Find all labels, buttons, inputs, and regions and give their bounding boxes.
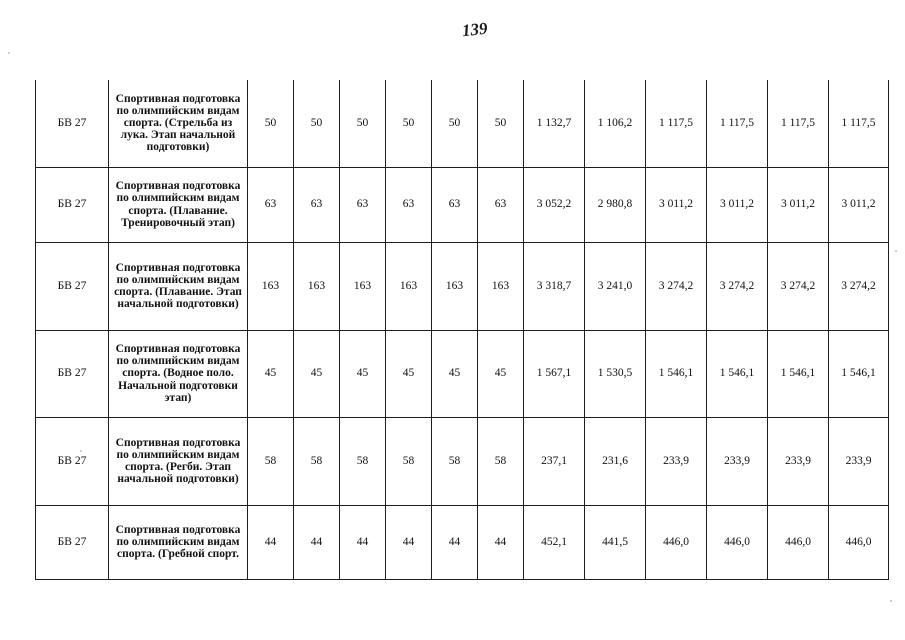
cell-count: 45: [294, 330, 340, 417]
cell-service-name: Спортивная подготовка по олимпийским видам спорта. (Стрельба из лука. Этап начальной подготовки): [109, 80, 248, 167]
cell-count: 50: [294, 80, 340, 167]
cell-count: 163: [432, 242, 478, 330]
cell-amount: 233,9: [707, 417, 768, 505]
cell-count: 44: [294, 505, 340, 579]
cell-amount: 3 011,2: [829, 167, 889, 242]
cell-count: 58: [294, 417, 340, 505]
cell-count: 45: [478, 330, 524, 417]
cell-amount: 1 132,7: [524, 80, 585, 167]
cell-amount: 2 980,8: [585, 167, 646, 242]
budget-table: [35, 80, 889, 580]
table-row: [36, 242, 889, 330]
cell-count: 63: [432, 167, 478, 242]
cell-code: БВ 27: [36, 80, 109, 167]
cell-count: 45: [386, 330, 432, 417]
cell-amount: 3 241,0: [585, 242, 646, 330]
cell-amount: 441,5: [585, 505, 646, 579]
cell-count: 63: [386, 167, 432, 242]
cell-amount: 3 274,2: [646, 242, 707, 330]
cell-amount: 1 546,1: [707, 330, 768, 417]
cell-amount: 446,0: [829, 505, 889, 579]
cell-count: 58: [432, 417, 478, 505]
cell-service-name: Спортивная подготовка по олимпийским видам спорта. (Плавание. Тренировочный этап): [109, 167, 248, 242]
cell-amount: 3 011,2: [768, 167, 829, 242]
cell-count: 44: [248, 505, 294, 579]
cell-code: БВ 27: [36, 167, 109, 242]
cell-amount: 1 530,5: [585, 330, 646, 417]
cell-amount: 233,9: [646, 417, 707, 505]
cell-count: 63: [340, 167, 386, 242]
cell-amount: 3 011,2: [646, 167, 707, 242]
scan-speck: [890, 600, 892, 602]
cell-count: 50: [478, 80, 524, 167]
cell-count: 163: [248, 242, 294, 330]
scan-speck: [80, 450, 82, 452]
cell-count: 163: [340, 242, 386, 330]
cell-count: 45: [340, 330, 386, 417]
cell-amount: 446,0: [707, 505, 768, 579]
cell-service-name: Спортивная подготовка по олимпийским видам спорта. (Гребной спорт.: [109, 505, 248, 579]
cell-code: БВ 27: [36, 242, 109, 330]
cell-count: 58: [248, 417, 294, 505]
cell-amount: 1 117,5: [646, 80, 707, 167]
cell-count: 58: [340, 417, 386, 505]
table-row: [36, 167, 889, 242]
scan-speck: [895, 250, 897, 252]
cell-code: БВ 27: [36, 330, 109, 417]
cell-amount: 1 567,1: [524, 330, 585, 417]
cell-service-name: Спортивная подготовка по олимпийским видам спорта. (Водное поло. Начальной подготовки этап): [109, 330, 248, 417]
cell-count: 163: [294, 242, 340, 330]
cell-amount: 3 274,2: [829, 242, 889, 330]
cell-count: 45: [432, 330, 478, 417]
cell-count: 45: [248, 330, 294, 417]
cell-amount: 1 117,5: [768, 80, 829, 167]
cell-amount: 3 318,7: [524, 242, 585, 330]
cell-amount: 1 546,1: [829, 330, 889, 417]
cell-count: 63: [294, 167, 340, 242]
cell-amount: 1 117,5: [707, 80, 768, 167]
cell-count: 58: [386, 417, 432, 505]
budget-table-container: [35, 80, 889, 580]
budget-table-body: [36, 80, 889, 579]
cell-service-name: Спортивная подготовка по олимпийским видам спорта. (Регби. Этап начальной подготовки): [109, 417, 248, 505]
cell-count: 50: [340, 80, 386, 167]
cell-count: 44: [478, 505, 524, 579]
cell-amount: 3 052,2: [524, 167, 585, 242]
cell-amount: 1 117,5: [829, 80, 889, 167]
table-row: [36, 505, 889, 579]
cell-amount: 3 011,2: [707, 167, 768, 242]
cell-count: 163: [386, 242, 432, 330]
cell-count: 50: [386, 80, 432, 167]
table-row: [36, 330, 889, 417]
cell-code: БВ 27: [36, 417, 109, 505]
cell-amount: 3 274,2: [768, 242, 829, 330]
cell-amount: 233,9: [768, 417, 829, 505]
cell-count: 50: [248, 80, 294, 167]
cell-count: 58: [478, 417, 524, 505]
table-row: [36, 80, 889, 167]
cell-code: БВ 27: [36, 505, 109, 579]
cell-count: 63: [248, 167, 294, 242]
page-number: 139: [461, 18, 489, 41]
cell-count: 63: [478, 167, 524, 242]
cell-service-name: Спортивная подготовка по олимпийским видам спорта. (Плавание. Этап начальной подготовки): [109, 242, 248, 330]
cell-amount: 233,9: [829, 417, 889, 505]
cell-amount: 3 274,2: [707, 242, 768, 330]
cell-amount: 446,0: [646, 505, 707, 579]
cell-count: 44: [386, 505, 432, 579]
table-row: [36, 417, 889, 505]
cell-count: 44: [340, 505, 386, 579]
cell-amount: 237,1: [524, 417, 585, 505]
cell-amount: 231,6: [585, 417, 646, 505]
cell-count: 44: [432, 505, 478, 579]
cell-count: 50: [432, 80, 478, 167]
cell-amount: 452,1: [524, 505, 585, 579]
scan-speck: [8, 52, 10, 54]
cell-count: 163: [478, 242, 524, 330]
cell-amount: 1 546,1: [768, 330, 829, 417]
cell-amount: 1 106,2: [585, 80, 646, 167]
cell-amount: 446,0: [768, 505, 829, 579]
cell-amount: 1 546,1: [646, 330, 707, 417]
